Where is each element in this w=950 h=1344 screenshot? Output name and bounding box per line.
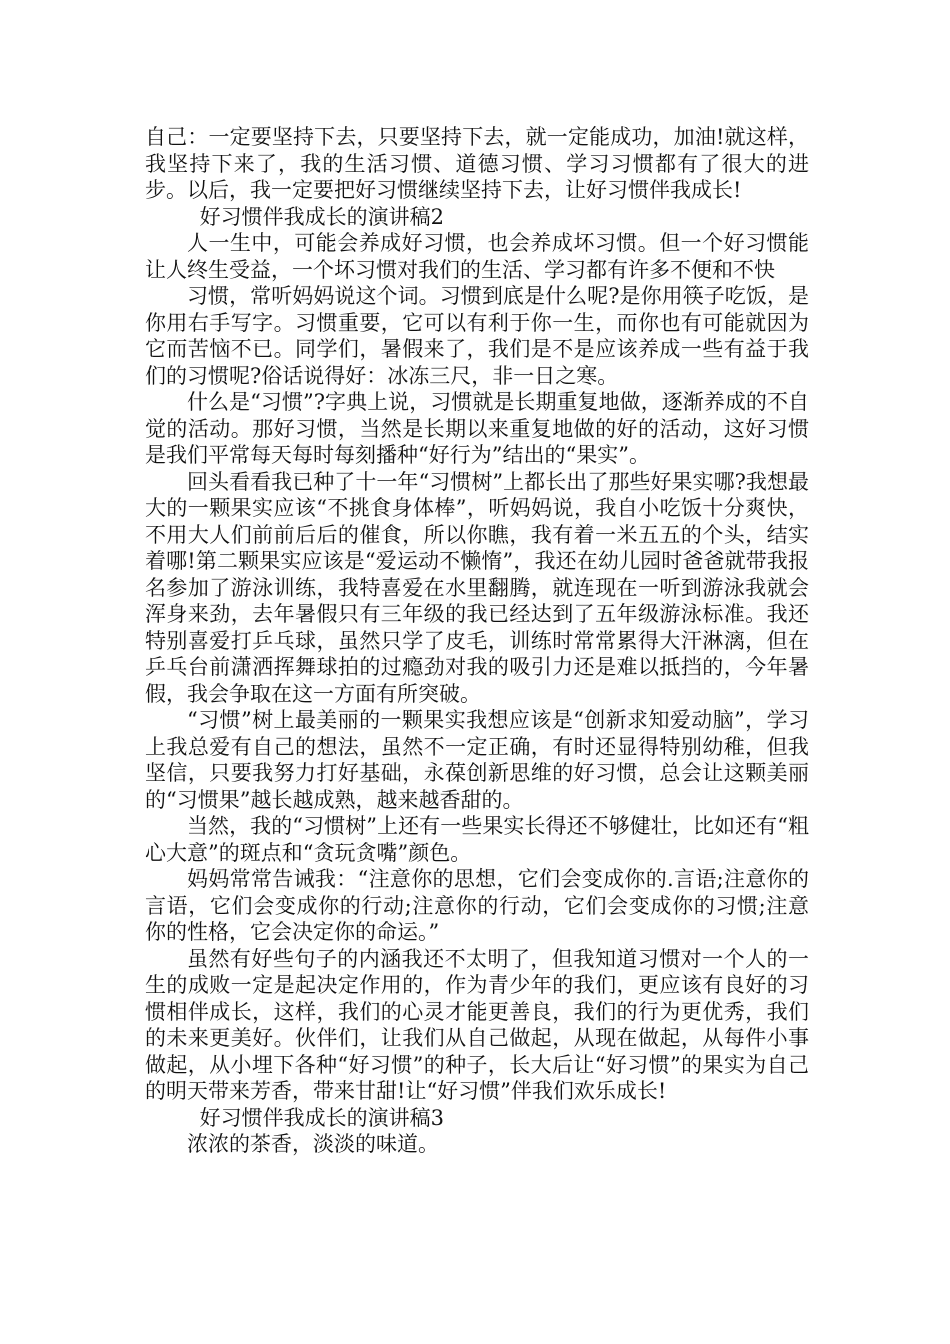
paragraph: 妈妈常常告诫我：“注意你的思想，它们会变成你的.言语;注意你的言语，它们会变成你的行动;注意你的行动，它们会变成你的习惯;注意你的性格，它会决定你的命运。” bbox=[145, 867, 809, 944]
paragraph: 回头看看我已种了十一年“习惯树”上都长出了那些好果实哪?我想最大的一颗果实应该“不挑食身体棒”，听妈妈说，我自小吃饭十分爽快，不用大人们前前后后的催食，所以你瞧，我有着一米五五的个头，结实着哪!第二颗果实应该是“爱运动不懒惰”，我还在幼儿园时爸爸就带我报名参加了游泳训练，我特喜爱在水里翻腾，就连现在一听到游泳我就会浑身来劲，去年暑假只有三年级的我已经达到了五年级游泳标准。我还特别喜爱打乒乓球，虽然只学了皮毛，训练时常常累得大汗淋漓，但在乒乓台前潇洒挥舞球拍的过瘾劲对我的吸引力还是难以抵挡的，今年暑假，我会争取在这一方面有所突破。 bbox=[145, 469, 809, 706]
paragraph: 当然，我的“习惯树”上还有一些果实长得还不够健壮，比如还有“粗心大意”的斑点和“贪玩贪嘴”颜色。 bbox=[145, 814, 809, 865]
paragraph: 人一生中，可能会养成好习惯，也会养成坏习惯。但一个好习惯能让人终生受益，一个坏习惯对我们的生活、学习都有许多不便和不快 bbox=[145, 231, 809, 282]
paragraph: “习惯”树上最美丽的一颗果实我想应该是“创新求知爱动脑”，学习上我总爱有自己的想法，虽然不一定正确，有时还显得特别幼稚，但我坚信，只要我努力打好基础，永葆创新思维的好习惯，总会让这颗美丽的“习惯果”越长越成熟，越来越香甜的。 bbox=[145, 708, 809, 812]
paragraph: 什么是“习惯”?字典上说，习惯就是长期重复地做，逐渐养成的不自觉的活动。那好习惯，当然是长期以来重复地做的好的活动，这好习惯是我们平常每天每时每刻播种“好行为”结出的“果实”。 bbox=[145, 390, 809, 467]
section-heading: 好习惯伴我成长的演讲稿2 bbox=[199, 204, 444, 229]
paragraph: 虽然有好些句子的内涵我还不太明了，但我知道习惯对一个人的一生的成败一定是起决定作用的，作为青少年的我们，更应该有良好的习惯相伴成长，这样，我们的心灵才能更善良，我们的行为更优秀，我们的未来更美好。伙伴们，让我们从自己做起，从现在做起，从每件小事做起，从小埋下各种“好习惯”的种子，长大后让“好习惯”的果实为自己的明天带来芳香，带来甘甜!让“好习惯”伴我们欢乐成长! bbox=[145, 946, 809, 1103]
section-heading: 好习惯伴我成长的演讲稿3 bbox=[199, 1105, 444, 1130]
paragraph: 浓浓的茶香，淡淡的味道。 bbox=[187, 1132, 439, 1156]
paragraph: 自己：一定要坚持下去，只要坚持下去，就一定能成功，加油!就这样，我坚持下来了，我的生活习惯、道德习惯、学习习惯都有了很大的进步。以后，我一定要把好习惯继续坚持下去，让好习惯伴我成长! bbox=[145, 125, 809, 202]
paragraph: 习惯，常听妈妈说这个词。习惯到底是什么呢?是你用筷子吃饭，是你用右手写字。习惯重要，它可以有利于你一生，而你也有可能就因为它而苦恼不已。同学们，暑假来了，我们是不是应该养成一些有益于我们的习惯呢?俗话说得好：冰冻三尺，非一日之寒。 bbox=[145, 284, 809, 388]
document-page bbox=[145, 124, 809, 1158]
